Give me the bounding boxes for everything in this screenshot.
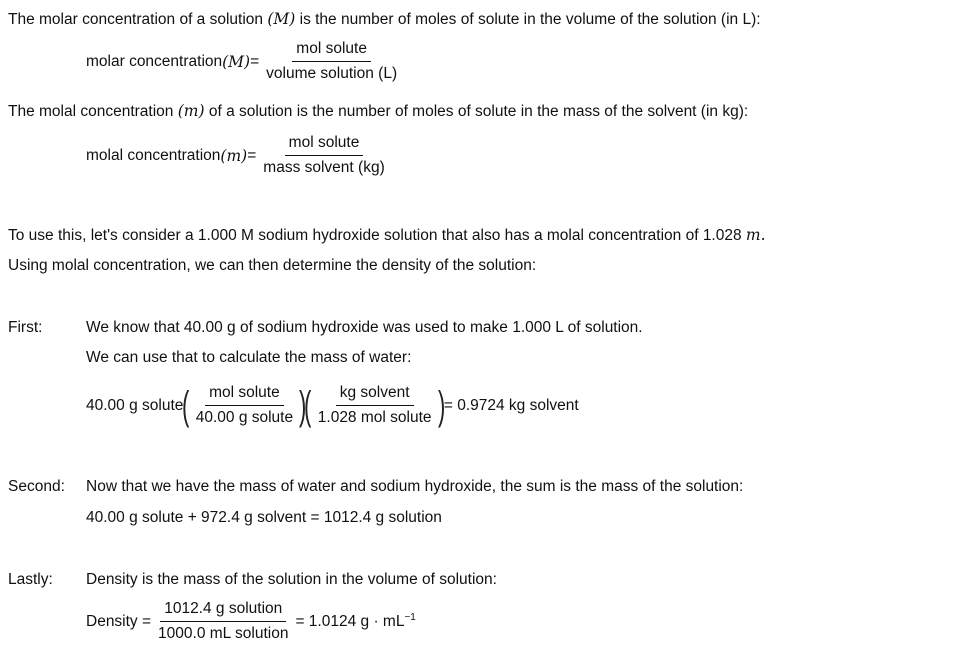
example-line-1-text: To use this, let's consider a 1.000 M sodium hydroxide solution that also has a molal concentration of 1.028: [8, 227, 746, 244]
fraction-2: [314, 384, 436, 427]
molal-denominator: mass solvent (kg): [263, 159, 385, 176]
molar-eq-symbol: (M): [222, 52, 251, 71]
fraction-1-numerator: mol solute: [205, 384, 284, 406]
molal-fraction: [259, 134, 388, 177]
eq-lead: 40.00 g solute: [86, 396, 184, 414]
first-text-2: We can use that to calculate the mass of water:: [86, 349, 412, 366]
molal-definition: [8, 101, 748, 122]
paren-group-1: ( $\frac{\text{mol solute}}{\text{40.00 g solute}}$ ): [182, 383, 307, 428]
second-text-1: Now that we have the mass of water and sodium hydroxide, the sum is the mass of the solution:: [86, 478, 744, 495]
fraction-2-numerator: kg solvent: [336, 384, 414, 406]
density-exponent: −1: [404, 612, 416, 623]
paren-group-2: ( $\frac{\text{kg solvent}}{\text{1.028 mol solute}}$ ): [304, 383, 445, 428]
molal-numerator: mol solute: [285, 134, 364, 156]
eq-result: = 0.9724 kg solvent: [443, 396, 579, 414]
density-label: Density =: [86, 612, 152, 630]
lastly-text-1: Density is the mass of the solution in the volume of solution:: [86, 571, 497, 588]
molar-def-pre: The molar concentration of a solution: [8, 11, 268, 28]
molar-symbol: (M): [267, 10, 296, 28]
density-fraction: [154, 600, 292, 643]
water-mass-equation: [86, 384, 579, 427]
molar-fraction: [262, 40, 401, 83]
density-equation: [86, 600, 416, 643]
density-numerator: 1012.4 g solution: [160, 600, 286, 622]
density-denominator: 1000.0 mL solution: [158, 625, 289, 642]
molal-def-post: of a solution is the number of moles of solute in the mass of the solvent (in kg):: [204, 103, 749, 120]
example-line-2: Using molal concentration, we can then determine the density of the solution:: [8, 257, 537, 274]
fraction-2-denominator: 1.028 mol solute: [317, 409, 432, 426]
step-label-second: Second:: [8, 478, 65, 495]
density-result-value: = 1.0124 g · mL: [295, 613, 405, 630]
equals-sign: =: [247, 146, 257, 164]
step-label-first: First:: [8, 319, 43, 336]
molar-definition: [8, 9, 761, 30]
equals-sign: =: [250, 52, 260, 70]
molal-eq-label: molal concentration: [86, 146, 221, 164]
molar-denominator: volume solution (L): [266, 65, 398, 82]
molar-eq-label: molar concentration: [86, 52, 223, 70]
fraction-1: [192, 384, 297, 427]
density-result: [295, 612, 415, 631]
molar-numerator: mol solute: [292, 40, 371, 62]
molal-def-pre: The molal concentration: [8, 103, 178, 120]
molal-symbol: (m): [177, 102, 205, 120]
molal-unit: m.: [745, 226, 766, 244]
molal-equation: [86, 134, 392, 177]
fraction-1-denominator: 40.00 g solute: [195, 409, 294, 426]
first-text-1: We know that 40.00 g of sodium hydroxide was used to make 1.000 L of solution.: [86, 319, 643, 336]
step-label-lastly: Lastly:: [8, 571, 53, 588]
molar-equation: [86, 40, 404, 83]
molar-def-post: is the number of moles of solute in the volume of the solution (in L):: [295, 11, 761, 28]
molal-eq-symbol: (m): [220, 146, 248, 165]
sum-equation: 40.00 g solute + 972.4 g solvent = 1012.4 g solution: [86, 509, 442, 526]
example-line-1: [8, 225, 766, 246]
